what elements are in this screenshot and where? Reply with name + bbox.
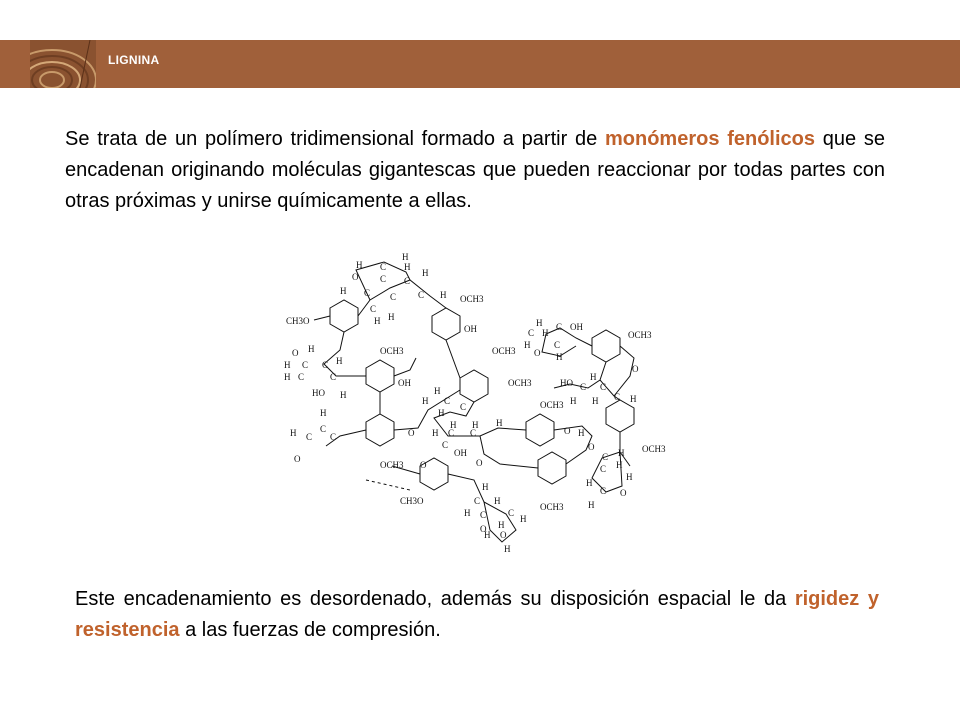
atom-label: C xyxy=(444,396,451,406)
atom-label: C xyxy=(322,360,329,370)
atom-label: H xyxy=(520,514,527,524)
atom-label: H xyxy=(556,352,563,362)
atom-label: C xyxy=(418,290,425,300)
atom-label: HO xyxy=(312,388,325,398)
atom-label: OCH3 xyxy=(380,460,404,470)
atom-label: OH xyxy=(570,322,583,332)
atom-label: O xyxy=(534,348,541,358)
atom-label: OH xyxy=(454,448,467,458)
atom-label: H xyxy=(284,372,291,382)
atom-label: OCH3 xyxy=(540,502,564,512)
atom-label: C xyxy=(600,382,607,392)
atom-label: OCH3 xyxy=(492,346,516,356)
atom-label: H xyxy=(496,418,503,428)
atom-label: C xyxy=(474,496,481,506)
atom-label: H xyxy=(438,408,445,418)
atom-label: H xyxy=(340,390,347,400)
atom-label: H xyxy=(586,478,593,488)
atom-label: C xyxy=(298,372,305,382)
atom-label: C xyxy=(614,392,621,402)
atom-label: OCH3 xyxy=(628,330,652,340)
atom-label: C xyxy=(554,340,561,350)
atom-label: C xyxy=(364,288,371,298)
atom-label: C xyxy=(320,424,327,434)
atom-label: H xyxy=(472,420,479,430)
atom-label: H xyxy=(588,500,595,510)
slide-title: LIGNINA xyxy=(108,53,160,67)
atom-label: CH3O xyxy=(286,316,310,326)
atom-label: H xyxy=(590,372,597,382)
atom-label: O xyxy=(500,530,507,540)
atom-label: C xyxy=(380,274,387,284)
atom-label: H xyxy=(450,420,457,430)
atom-label: H xyxy=(494,496,501,506)
atom-label: C xyxy=(480,510,487,520)
atom-label: C xyxy=(508,508,515,518)
atom-label: O xyxy=(620,488,627,498)
atom-label: C xyxy=(380,262,387,272)
atom-label: H xyxy=(504,544,511,554)
atom-label: H xyxy=(432,428,439,438)
atom-label: H xyxy=(484,530,491,540)
atom-label: C xyxy=(460,402,467,412)
atom-label: H xyxy=(290,428,297,438)
atom-label: OH xyxy=(398,378,411,388)
atom-label: H xyxy=(404,262,411,272)
atom-label: O xyxy=(632,364,639,374)
intro-text-end: que se encadenan originando moléculas gigantescas que pueden reaccionar por todas partes con otras próximas y unirse químicamente a ellas. xyxy=(65,128,886,212)
atom-label: H xyxy=(402,252,409,262)
atom-label: H xyxy=(434,386,441,396)
atom-label: C xyxy=(330,432,337,442)
atom-label: H xyxy=(536,318,543,328)
intro-paragraph xyxy=(65,124,885,217)
atom-label: C xyxy=(330,372,337,382)
atom-label: H xyxy=(570,396,577,406)
atom-label: C xyxy=(404,276,411,286)
lignin-structure-diagram xyxy=(270,240,690,565)
atom-label: H xyxy=(284,360,291,370)
atom-label: O xyxy=(420,460,427,470)
atom-label: H xyxy=(356,260,363,270)
atom-label: H xyxy=(388,312,395,322)
atom-label: C xyxy=(528,328,535,338)
atom-label: HO xyxy=(560,378,573,388)
atom-label: H xyxy=(336,356,343,366)
atom-label: H xyxy=(308,344,315,354)
atom-label: H xyxy=(626,472,633,482)
atom-label: H xyxy=(422,396,429,406)
atom-label: H xyxy=(320,408,327,418)
atom-label: H xyxy=(440,290,447,300)
atom-label: O xyxy=(476,458,483,468)
atom-label: H xyxy=(616,460,623,470)
wood-logo xyxy=(30,40,96,88)
atom-label: OCH3 xyxy=(642,444,666,454)
atom-label: O xyxy=(588,442,595,452)
atom-label: H xyxy=(542,328,549,338)
intro-text-start: Se trata de un polímero tridimensional formado a partir de xyxy=(65,128,605,150)
atom-label: O xyxy=(480,524,487,534)
atom-label: O xyxy=(564,426,571,436)
conclusion-text-start: Este encadenamiento es desordenado, además su disposición espacial le da xyxy=(75,588,795,610)
conclusion-paragraph xyxy=(75,584,879,646)
atom-label: O xyxy=(294,454,301,464)
atom-label: O xyxy=(292,348,299,358)
atom-label: O xyxy=(352,272,359,282)
atom-label: CH3O xyxy=(400,496,424,506)
atom-label: C xyxy=(600,464,607,474)
atom-label: C xyxy=(442,440,449,450)
atom-label: C xyxy=(602,452,609,462)
atom-label: H xyxy=(464,508,471,518)
conclusion-highlight: rigidez y resistencia xyxy=(75,588,879,641)
atom-label: C xyxy=(580,382,587,392)
atom-label: OCH3 xyxy=(460,294,484,304)
atom-label: C xyxy=(302,360,309,370)
atom-label: OH xyxy=(464,324,477,334)
atom-label: C xyxy=(600,486,607,496)
atom-label: H xyxy=(524,340,531,350)
atom-label: OCH3 xyxy=(508,378,532,388)
atom-label: OCH3 xyxy=(380,346,404,356)
atom-label: H xyxy=(374,316,381,326)
atom-label: H xyxy=(618,448,625,458)
conclusion-text-end: a las fuerzas de compresión. xyxy=(179,619,441,641)
atom-label: H xyxy=(630,394,637,404)
atom-label: H xyxy=(340,286,347,296)
atom-label: C xyxy=(370,304,377,314)
atom-label: H xyxy=(482,482,489,492)
atom-label: C xyxy=(470,428,477,438)
atom-label: H xyxy=(592,396,599,406)
atom-label: C xyxy=(556,322,563,332)
atom-label: OCH3 xyxy=(540,400,564,410)
atom-label: C xyxy=(306,432,313,442)
atom-label: H xyxy=(422,268,429,278)
atom-label: O xyxy=(408,428,415,438)
atom-label: H xyxy=(578,428,585,438)
atom-label: C xyxy=(448,428,455,438)
intro-highlight: monómeros fenólicos xyxy=(605,128,816,150)
atom-label: H xyxy=(498,520,505,530)
atom-label: C xyxy=(390,292,397,302)
